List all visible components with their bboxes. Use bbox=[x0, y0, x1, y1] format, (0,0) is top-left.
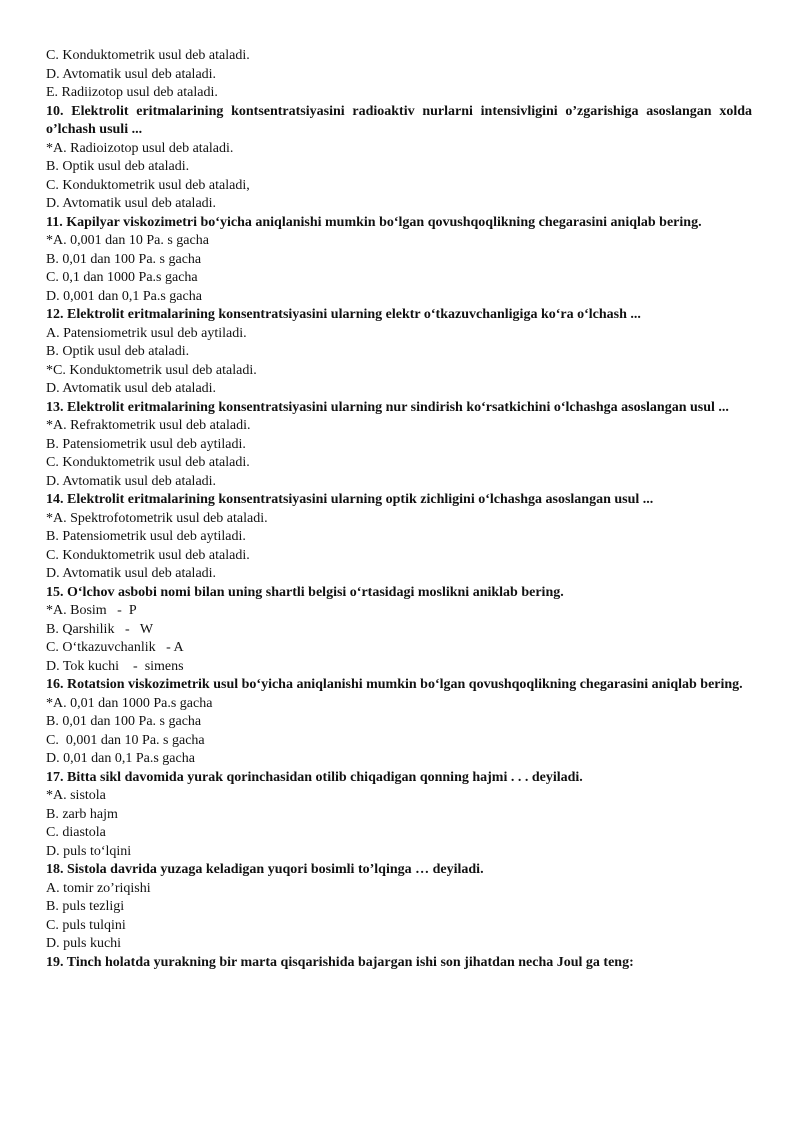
option-line: *A. 0,01 dan 1000 Pa.s gacha bbox=[46, 695, 213, 711]
option-line: B. Optik usul deb ataladi. bbox=[46, 159, 190, 174]
option-line: D. Tok kuchi - simens bbox=[46, 658, 184, 674]
question-11 bbox=[46, 214, 752, 307]
option-line: C. Konduktometrik usul deb ataladi. bbox=[46, 547, 250, 563]
option-line: C. Konduktometrik usul deb ataladi, bbox=[46, 177, 250, 193]
option-line: *A. Radioizotop usul deb ataladi. bbox=[46, 140, 234, 156]
option-line: A. Patensiometrik usul deb aytiladi. bbox=[46, 325, 247, 341]
option-line: C. diastola bbox=[46, 825, 106, 840]
option-line: C. O‘tkazuvchanlik - A bbox=[46, 640, 184, 655]
question-text: 12. Elektrolit eritmalarining konsentratsiyasini ularning elektr o‘tkazuvchanligiga ko‘ra o‘lchash ... bbox=[46, 307, 641, 322]
option-line: D. Avtomatik usul deb ataladi. bbox=[46, 381, 217, 396]
question-text: 10. Elektrolit eritmalarining kontsentratsiyasini radioaktiv nurlarni intensivligini o’zgarishiga asoslangan xolda o’lchash usuli ... bbox=[46, 103, 752, 137]
question-text: 16. Rotatsion viskozimetrik usul bo‘yicha aniqlanishi mumkin bo‘lgan qovushqoqlikning chegarasini aniqlab bering. bbox=[46, 677, 743, 692]
option-line: D. 0,001 dan 0,1 Pa.s gacha bbox=[46, 288, 202, 304]
option-line: B. Optik usul deb ataladi. bbox=[46, 344, 190, 359]
option-line: B. 0,01 dan 100 Pa. s gacha bbox=[46, 251, 202, 267]
leading-options bbox=[46, 47, 752, 103]
option-line: D. 0,01 dan 0,1 Pa.s gacha bbox=[46, 751, 195, 766]
option-line: *A. Refraktometrik usul deb ataladi. bbox=[46, 418, 251, 433]
option-line: C. 0,001 dan 10 Pa. s gacha bbox=[46, 732, 205, 748]
question-text: 17. Bitta sikl davomida yurak qorinchasidan otilib chiqadigan qonning hajmi . . . deyiladi. bbox=[46, 769, 583, 785]
option-line: B. zarb hajm bbox=[46, 806, 118, 822]
option-line: D. Avtomatik usul deb ataladi. bbox=[46, 66, 217, 82]
question-15 bbox=[46, 584, 752, 677]
option-line: B. Qarshilik - W bbox=[46, 621, 154, 637]
question-18 bbox=[46, 861, 752, 954]
question-13 bbox=[46, 399, 752, 492]
option-line: *A. 0,001 dan 10 Pa. s gacha bbox=[46, 233, 209, 248]
question-14 bbox=[46, 491, 752, 584]
option-line: E. Radiizotop usul deb ataladi. bbox=[46, 85, 218, 100]
question-text: 18. Sistola davrida yuzaga keladigan yuqori bosimli to’lqinga … deyiladi. bbox=[46, 862, 484, 877]
option-line: D. puls to‘lqini bbox=[46, 843, 132, 859]
question-text: 19. Tinch holatda yurakning bir marta qisqarishida bajargan ishi son jihatdan necha Joul ga teng: bbox=[46, 954, 634, 970]
option-line: B. 0,01 dan 100 Pa. s gacha bbox=[46, 714, 202, 729]
question-10 bbox=[46, 103, 752, 214]
option-line: *C. Konduktometrik usul deb ataladi. bbox=[46, 362, 257, 378]
option-line: *A. sistola bbox=[46, 788, 106, 803]
question-text: 13. Elektrolit eritmalarining konsentratsiyasini ularning nur sindirish ko‘rsatkichini o‘lchashga asoslangan usul ... bbox=[46, 399, 729, 415]
document-page bbox=[46, 47, 752, 972]
question-12 bbox=[46, 306, 752, 399]
option-line: B. puls tezligi bbox=[46, 899, 125, 914]
question-text: 14. Elektrolit eritmalarining konsentratsiyasini ularning optik zichligini o‘lchashga asoslangan usul ... bbox=[46, 492, 654, 507]
question-text: 11. Kapilyar viskozimetri bo‘yicha aniqlanishi mumkin bo‘lgan qovushqoqlikning chegarasini aniqlab bering. bbox=[46, 214, 702, 230]
option-line: A. tomir zo’riqishi bbox=[46, 880, 151, 896]
question-16 bbox=[46, 676, 752, 769]
option-line: C. puls tulqini bbox=[46, 917, 126, 933]
option-line: *A. Bosim - P bbox=[46, 603, 137, 618]
option-line: C. 0,1 dan 1000 Pa.s gacha bbox=[46, 270, 198, 285]
question-text: 15. O‘lchov asbobi nomi bilan uning shartli belgisi o‘rtasidagi moslikni aniklab bering. bbox=[46, 584, 564, 600]
question-17 bbox=[46, 769, 752, 862]
option-line: D. Avtomatik usul deb ataladi. bbox=[46, 196, 217, 211]
option-line: *A. Spektrofotometrik usul deb ataladi. bbox=[46, 510, 268, 526]
question-19 bbox=[46, 954, 752, 973]
option-line: D. puls kuchi bbox=[46, 936, 122, 951]
option-line: D. Avtomatik usul deb ataladi. bbox=[46, 566, 217, 581]
option-line: B. Patensiometrik usul deb aytiladi. bbox=[46, 436, 246, 452]
option-line: C. Konduktometrik usul deb ataladi. bbox=[46, 455, 250, 470]
option-line: D. Avtomatik usul deb ataladi. bbox=[46, 473, 217, 489]
option-line: C. Konduktometrik usul deb ataladi. bbox=[46, 48, 250, 63]
option-line: B. Patensiometrik usul deb aytiladi. bbox=[46, 529, 246, 544]
